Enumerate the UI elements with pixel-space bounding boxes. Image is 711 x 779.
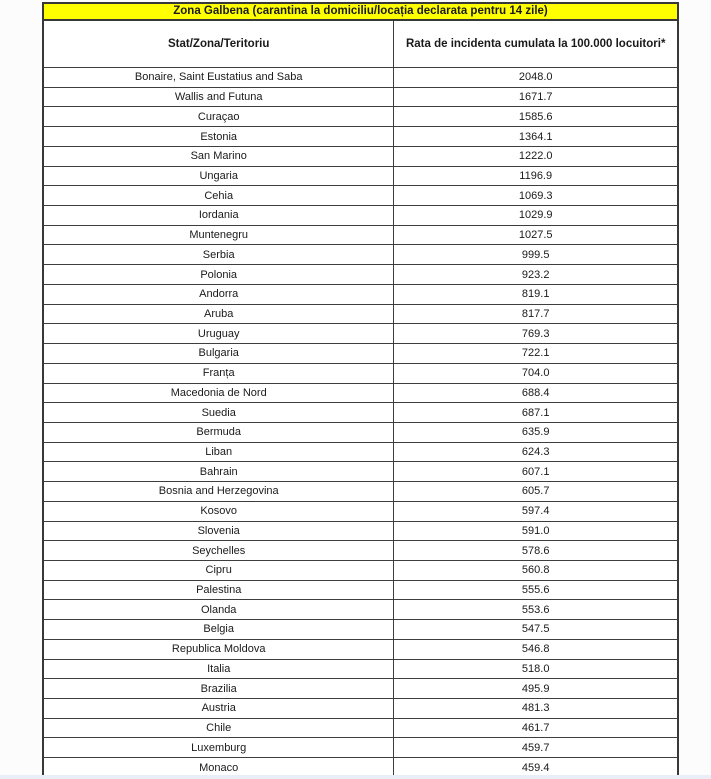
incidence-rate-cell: 461.7 bbox=[393, 719, 677, 738]
table-row bbox=[44, 580, 677, 600]
country-cell: Bulgaria bbox=[198, 347, 239, 360]
incidence-rate-cell: 704.0 bbox=[393, 364, 677, 383]
table-row bbox=[44, 363, 677, 383]
incidence-rate-cell: 999.5 bbox=[393, 245, 677, 264]
country-cell: Liban bbox=[205, 446, 233, 459]
country-cell: Franța bbox=[202, 367, 235, 380]
incidence-rate-cell: 1069.3 bbox=[393, 186, 677, 205]
incidence-rate-cell: 1671.7 bbox=[393, 88, 677, 107]
table-row bbox=[44, 146, 677, 166]
table-row bbox=[44, 244, 677, 264]
incidence-rate-cell: 555.6 bbox=[393, 581, 677, 600]
incidence-rate-cell: 1364.1 bbox=[393, 127, 677, 146]
country-cell: Bonaire, Saint Eustatius and Saba bbox=[134, 71, 303, 84]
table-row bbox=[44, 757, 677, 777]
incidence-rate-cell: 687.1 bbox=[393, 403, 677, 422]
incidence-rate-cell: 518.0 bbox=[393, 660, 677, 679]
incidence-rate-cell: 722.1 bbox=[393, 344, 677, 363]
table-row bbox=[44, 185, 677, 205]
incidence-rate-cell: 1585.6 bbox=[393, 107, 677, 126]
country-cell: Palestina bbox=[196, 584, 242, 597]
incidence-rate-cell: 1222.0 bbox=[393, 147, 677, 166]
country-cell: Brazilia bbox=[200, 682, 237, 695]
country-cell: Serbia bbox=[202, 248, 235, 261]
country-cell: Wallis and Futuna bbox=[174, 91, 263, 104]
table-row bbox=[44, 442, 677, 462]
table-row bbox=[44, 540, 677, 560]
incidence-rate-cell: 635.9 bbox=[393, 423, 677, 442]
table-row bbox=[44, 718, 677, 738]
country-cell: Bermuda bbox=[196, 426, 242, 439]
column-header-incidence-rate: Rata de incidenta cumulata la 100.000 locuitori* bbox=[393, 21, 677, 67]
table-row bbox=[44, 481, 677, 501]
table-row bbox=[44, 383, 677, 403]
table-row bbox=[44, 402, 677, 422]
table-row bbox=[44, 264, 677, 284]
table-row bbox=[44, 639, 677, 659]
incidence-rate-cell: 553.6 bbox=[393, 600, 677, 619]
table-row bbox=[44, 284, 677, 304]
country-cell: Olanda bbox=[200, 603, 237, 616]
table-row bbox=[44, 599, 677, 619]
country-cell: Muntenegru bbox=[189, 229, 249, 242]
table-row bbox=[44, 461, 677, 481]
country-cell: Republica Moldova bbox=[171, 643, 266, 656]
country-cell: Estonia bbox=[200, 130, 238, 143]
incidence-rate-cell: 560.8 bbox=[393, 561, 677, 580]
country-cell: Kosovo bbox=[200, 505, 238, 518]
country-cell: Bosnia and Herzegovina bbox=[158, 485, 279, 498]
table-row bbox=[44, 87, 677, 107]
table-body bbox=[44, 67, 677, 777]
country-cell: Ungaria bbox=[199, 169, 238, 182]
incidence-rate-cell: 923.2 bbox=[393, 265, 677, 284]
table-row bbox=[44, 205, 677, 225]
country-cell: Bahrain bbox=[199, 465, 238, 478]
incidence-rate-cell: 607.1 bbox=[393, 462, 677, 481]
incidence-rate-cell: 578.6 bbox=[393, 541, 677, 560]
table-row bbox=[44, 698, 677, 718]
country-cell: Curaçao bbox=[197, 110, 240, 123]
country-cell: Austria bbox=[201, 702, 236, 715]
country-cell: Uruguay bbox=[197, 327, 240, 340]
incidence-rate-cell: 459.7 bbox=[393, 738, 677, 757]
table-row bbox=[44, 560, 677, 580]
country-cell: Italia bbox=[207, 662, 231, 675]
incidence-rate-cell: 481.3 bbox=[393, 699, 677, 718]
table-row bbox=[44, 106, 677, 126]
table-row bbox=[44, 521, 677, 541]
country-cell: Belgia bbox=[203, 623, 234, 636]
incidence-rate-cell: 1196.9 bbox=[393, 167, 677, 186]
incidence-rate-cell: 817.7 bbox=[393, 305, 677, 324]
table-row bbox=[44, 323, 677, 343]
incidence-rate-cell: 591.0 bbox=[393, 522, 677, 541]
incidence-rate-cell: 605.7 bbox=[393, 482, 677, 501]
table-row bbox=[44, 678, 677, 698]
incidence-rate-cell: 547.5 bbox=[393, 620, 677, 639]
table-row bbox=[44, 422, 677, 442]
country-cell: Macedonia de Nord bbox=[170, 386, 267, 399]
table-row bbox=[44, 126, 677, 146]
country-cell: Cipru bbox=[205, 564, 232, 577]
table-row bbox=[44, 67, 677, 87]
incidence-rate-cell: 688.4 bbox=[393, 384, 677, 403]
table-row bbox=[44, 659, 677, 679]
country-cell: Polonia bbox=[200, 268, 238, 281]
incidence-rate-cell: 819.1 bbox=[393, 285, 677, 304]
incidence-rate-cell: 546.8 bbox=[393, 640, 677, 659]
country-cell: Monaco bbox=[199, 761, 239, 774]
country-cell: Chile bbox=[206, 722, 232, 735]
country-cell: Aruba bbox=[204, 307, 234, 320]
table-row bbox=[44, 501, 677, 521]
incidence-rate-cell: 624.3 bbox=[393, 443, 677, 462]
country-cell: Iordania bbox=[198, 209, 239, 222]
incidence-rate-cell: 459.4 bbox=[393, 758, 677, 777]
country-cell: Seychelles bbox=[192, 544, 246, 557]
table-title: Zona Galbena (carantina la domiciliu/locația declarata pentru 14 zile) bbox=[44, 4, 677, 21]
table-row bbox=[44, 304, 677, 324]
country-cell: Suedia bbox=[201, 406, 236, 419]
table-row bbox=[44, 737, 677, 757]
table-row bbox=[44, 619, 677, 639]
incidence-rate-cell: 2048.0 bbox=[393, 68, 677, 87]
table-row bbox=[44, 225, 677, 245]
table-row bbox=[44, 166, 677, 186]
yellow-zone-quarantine-table bbox=[42, 2, 679, 779]
incidence-rate-cell: 597.4 bbox=[393, 502, 677, 521]
country-cell: San Marino bbox=[190, 150, 247, 163]
table-row bbox=[44, 343, 677, 363]
incidence-rate-cell: 769.3 bbox=[393, 324, 677, 343]
page-bottom-edge bbox=[0, 775, 711, 779]
country-cell: Andorra bbox=[199, 288, 239, 301]
incidence-rate-cell: 1029.9 bbox=[393, 206, 677, 225]
column-header-country: Stat/Zona/Teritoriu bbox=[168, 38, 270, 50]
country-cell: Luxemburg bbox=[191, 741, 247, 754]
incidence-rate-cell: 495.9 bbox=[393, 679, 677, 698]
incidence-rate-cell: 1027.5 bbox=[393, 226, 677, 245]
country-cell: Slovenia bbox=[197, 524, 240, 537]
table-header-row bbox=[44, 21, 677, 67]
country-cell: Cehia bbox=[204, 189, 234, 202]
